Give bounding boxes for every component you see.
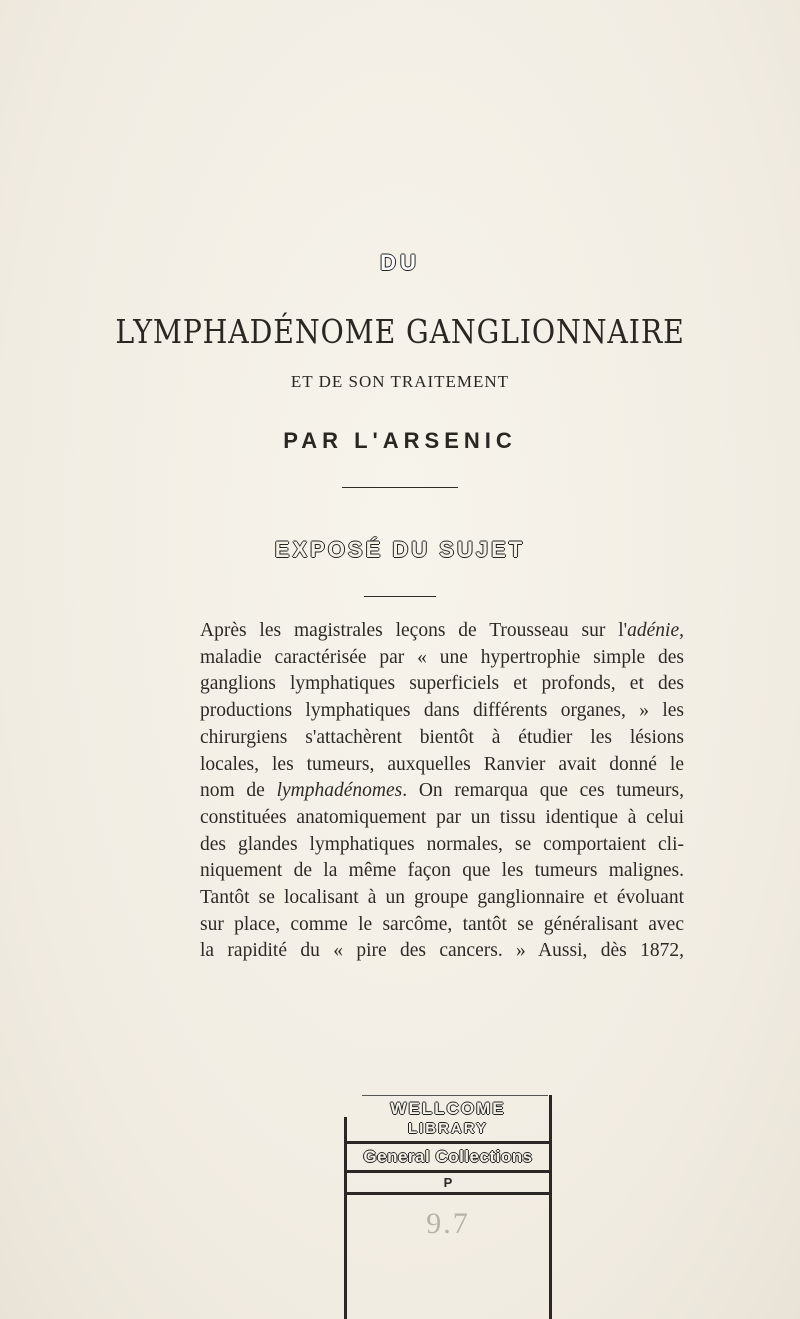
line-text: nom de — [200, 780, 277, 802]
line-text: chirurgiens s'attachèrent bientôt à étudier les lésions — [200, 726, 684, 748]
stamp-bar — [347, 1141, 549, 1144]
paragraph-line — [200, 645, 684, 672]
stamp-library: LIBRARY — [407, 1120, 489, 1137]
section-divider — [364, 596, 436, 597]
stamp-shelfmark: 9.7 — [426, 1207, 470, 1240]
paragraph-line — [200, 725, 684, 752]
body-paragraph — [200, 618, 684, 965]
document-title: LYMPHADÉNOME GANGLIONNAIRE — [115, 312, 685, 351]
line-text: constituées anatomiquement par un tissu identique à celui — [200, 806, 684, 828]
line-text: Après les magistrales leçons de Trousseau sur l' — [200, 620, 628, 641]
line-text: productions lymphatiques dans différents organes, » les — [200, 700, 684, 722]
line-text: sur place, comme le sarcôme, tantôt se généralisant avec — [200, 913, 684, 935]
paragraph-line — [200, 671, 684, 698]
section-heading: EXPOSÉ DU SUJET — [274, 537, 526, 562]
line-text: locales, les tumeurs, auxquelles Ranvier avait donné le — [200, 753, 684, 775]
paragraph-line — [200, 912, 684, 939]
header-du: DU — [380, 250, 420, 275]
stamp-p: P — [443, 1175, 453, 1190]
paragraph-line — [200, 805, 684, 832]
line-text: des glandes lymphatiques normales, se comportaient cli- — [200, 833, 684, 855]
paragraph-line — [200, 832, 684, 859]
paragraph-line — [200, 752, 684, 779]
document-subtitle: ET DE SON TRAITEMENT — [290, 372, 510, 391]
line-text: maladie caractérisée par « une hypertrophie simple des — [200, 646, 684, 668]
line-text: la rapidité du « pire des cancers. » Aussi, dès 1872, — [200, 940, 684, 962]
paragraph-line — [200, 938, 684, 965]
italic-term: lymphadénomes — [276, 780, 403, 802]
stamp-bar — [347, 1170, 549, 1173]
title-divider — [342, 487, 458, 488]
line-text: ganglions lymphatiques superficiels et profonds, et des — [200, 673, 684, 695]
line-text: Tantôt se localisant à un groupe ganglionnaire et évoluant — [200, 887, 684, 909]
library-stamp — [342, 1095, 554, 1319]
paragraph-line — [200, 885, 684, 912]
paragraph-line — [200, 858, 684, 885]
stamp-top-line — [362, 1095, 548, 1096]
paragraph-line — [200, 778, 684, 805]
paragraph-line — [200, 698, 684, 725]
paragraph-line — [200, 618, 684, 645]
line-text: niquement de la même façon que les tumeurs malignes. — [200, 860, 684, 882]
stamp-bar — [347, 1192, 549, 1195]
document-par-line: PAR L'ARSENIC — [283, 428, 517, 453]
stamp-wellcome: WELLCOME — [390, 1099, 506, 1118]
stamp-collections: General Collections — [363, 1147, 533, 1166]
line-text: . On remarqua que ces tumeurs, — [402, 780, 684, 802]
italic-term: adénie — [627, 620, 680, 641]
line-text: , — [679, 620, 684, 641]
